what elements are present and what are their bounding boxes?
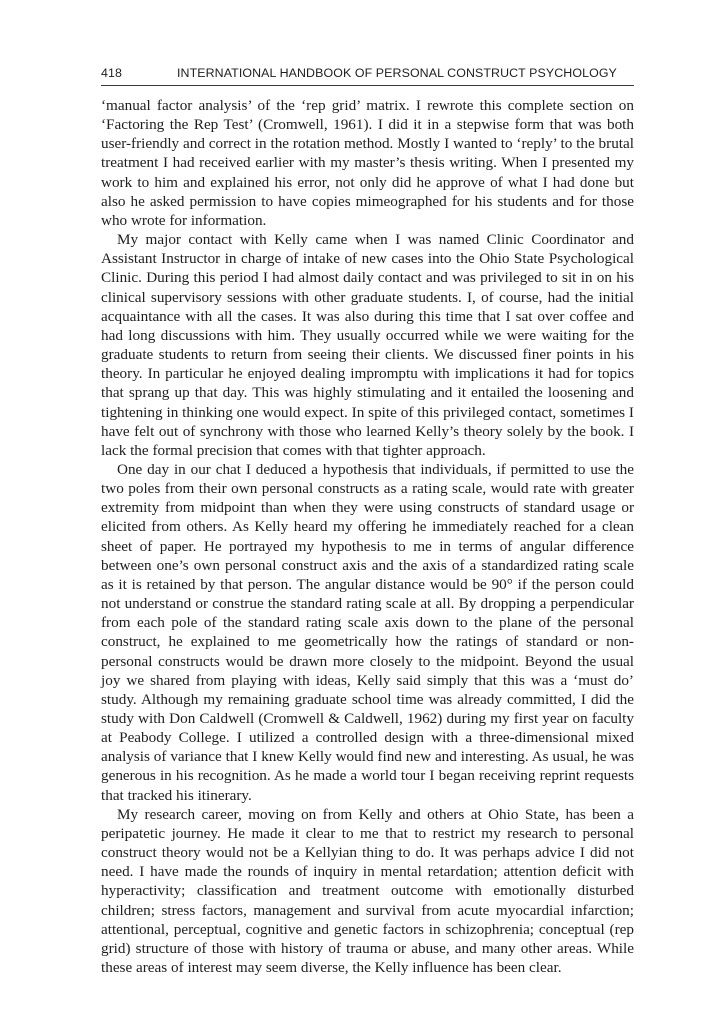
- paragraph-4: My research career, moving on from Kelly and others at Ohio State, has been a peripatetic journey. He made it clear to me that to restrict my research to personal construct theory would not be a Kellyian thing to do. It was perhaps advice I did not need. I have made the rounds of inquiry in mental retardation; attention deficit with hyperactivity; classification and treatment outcome with emotionally disturbed children; stress factors, management and survival from acute myocardial infarction; attentional, perceptual, cognitive and genetic factors in schizophrenia; conceptual (rep grid) structure of those with history of trauma or abuse, and many other areas. While these areas of interest may seem diverse, the Kelly influence has been clear.: [101, 805, 634, 977]
- body-text: [101, 96, 634, 977]
- page-number: 418: [101, 66, 122, 80]
- running-title: INTERNATIONAL HANDBOOK OF PERSONAL CONSTRUCT PSYCHOLOGY: [177, 66, 617, 80]
- book-page: [101, 66, 634, 977]
- running-header: [101, 66, 634, 86]
- paragraph-3: One day in our chat I deduced a hypothesis that individuals, if permitted to use the two poles from their own personal constructs as a rating scale, would rate with greater extremity from midpoint than when they were using constructs of standard usage or elicited from others. As Kelly heard my offering he immediately reached for a clean sheet of paper. He portrayed my hypothesis to me in terms of angular difference between one’s own personal construct axis and the axis of a standardized rating scale as it is retained by that person. The angular distance would be 90° if the person could not understand or construe the standard rating scale at all. By dropping a perpendicular from each pole of the standard rating scale axis down to the plane of the personal construct, he explained to me geometrically how the ratings of standard or non-personal constructs would be drawn more closely to the midpoint. Beyond the usual joy we shared from playing with ideas, Kelly said simply that this was a ‘must do’ study. Although my remaining graduate school time was already committed, I did the study with Don Caldwell (Cromwell & Caldwell, 1962) during my first year on faculty at Peabody College. I utilized a controlled design with a three-dimensional mixed analysis of variance that I knew Kelly would find new and interesting. As usual, he was generous in his recognition. As he made a world tour I began receiving reprint requests that tracked his itinerary.: [101, 460, 634, 804]
- paragraph-2: My major contact with Kelly came when I was named Clinic Coordinator and Assistant Instructor in charge of intake of new cases into the Ohio State Psychological Clinic. During this period I had almost daily contact and was privileged to sit in on his clinical supervisory sessions with other graduate students. I, of course, had the initial acquaintance with all the cases. It was also during this time that I sat over coffee and had long discussions with him. They usually occurred while we were waiting for the graduate students to return from seeing their clients. We discussed finer points in his theory. In particular he enjoyed dealing impromptu with implications it had for topics that sprang up that day. This was highly stimulating and it entailed the loosening and tightening in thinking one would expect. In spite of this privileged contact, sometimes I have felt out of synchrony with those who learned Kelly’s theory solely by the book. I lack the formal precision that comes with that tighter approach.: [101, 231, 634, 459]
- paragraph-1: ‘manual factor analysis’ of the ‘rep grid’ matrix. I rewrote this complete section on ‘Factoring the Rep Test’ (Cromwell, 1961). I did it in a stepwise form that was both user-friendly and correct in the rotation method. Mostly I wanted to ‘reply’ to the brutal treatment I had received earlier with my master’s thesis writing. When I presented my work to him and explained his error, not only did he approve of what I had done but also he asked permission to have copies mimeographed for his students and for those who wrote for information.: [101, 97, 634, 229]
